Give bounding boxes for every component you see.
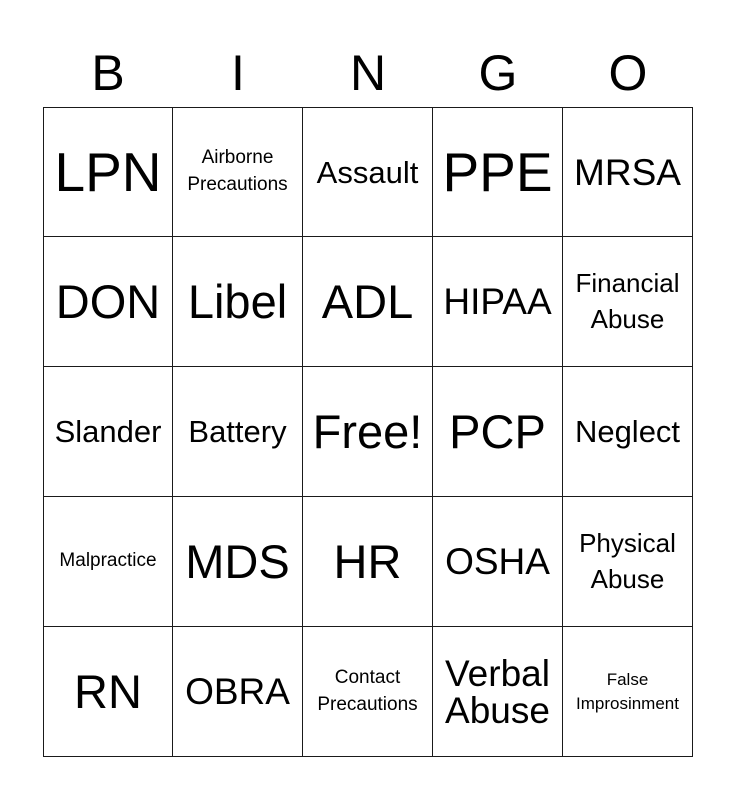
free-space-cell[interactable]: Free! xyxy=(303,367,433,497)
bingo-cell[interactable]: Slander xyxy=(43,367,173,497)
bingo-cell[interactable]: Airborne Precautions xyxy=(173,107,303,237)
bingo-cell[interactable]: Malpractice xyxy=(43,497,173,627)
bingo-header xyxy=(43,38,693,108)
bingo-cell[interactable]: Neglect xyxy=(563,367,693,497)
bingo-board xyxy=(43,107,693,757)
bingo-cell[interactable]: Battery xyxy=(173,367,303,497)
bingo-cell[interactable]: PPE xyxy=(433,107,563,237)
bingo-cell[interactable]: OBRA xyxy=(173,627,303,757)
bingo-cell[interactable]: Physical Abuse xyxy=(563,497,693,627)
header-letter-n: N xyxy=(349,45,387,101)
bingo-cell[interactable]: RN xyxy=(43,627,173,757)
bingo-cell[interactable]: ADL xyxy=(303,237,433,367)
header-letter-o: O xyxy=(608,45,648,101)
header-letter-i: I xyxy=(231,45,245,101)
bingo-cell[interactable]: Financial Abuse xyxy=(563,237,693,367)
bingo-cell[interactable]: Contact Precautions xyxy=(303,627,433,757)
bingo-cell[interactable]: PCP xyxy=(433,367,563,497)
bingo-cell[interactable]: LPN xyxy=(43,107,173,237)
bingo-cell[interactable]: MDS xyxy=(173,497,303,627)
bingo-cell[interactable]: False Improsinment xyxy=(563,627,693,757)
bingo-cell[interactable]: HIPAA xyxy=(433,237,563,367)
bingo-cell[interactable]: Libel xyxy=(173,237,303,367)
bingo-cell[interactable]: HR xyxy=(303,497,433,627)
bingo-cell[interactable]: OSHA xyxy=(433,497,563,627)
bingo-cell[interactable]: MRSA xyxy=(563,107,693,237)
header-letter-g: G xyxy=(478,45,518,101)
bingo-cell[interactable]: Verbal Abuse xyxy=(433,627,563,757)
bingo-cell[interactable]: Assault xyxy=(303,107,433,237)
bingo-cell[interactable]: DON xyxy=(43,237,173,367)
header-letter-b: B xyxy=(91,45,125,101)
